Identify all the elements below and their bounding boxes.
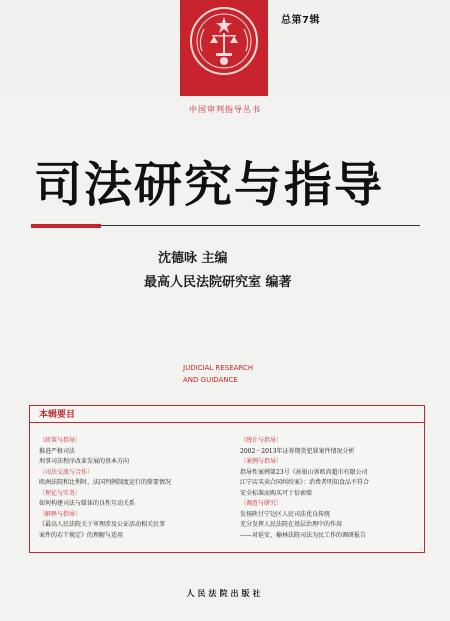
title-accent-bar [31, 224, 101, 228]
title-rule [101, 225, 420, 226]
contents-item: 如何构建司法与媒体的良性互动关系 [39, 500, 136, 507]
author-org-line: 最高人民法院研究室 编著 [144, 275, 292, 290]
contents-title: 本辑要目 [39, 410, 76, 420]
contents-item: 指导性案例第23号《孙银山诉欧尚超市有限公司 [240, 468, 368, 476]
contents-item: 推进严格司法 [39, 447, 76, 455]
contents-divider [30, 422, 424, 423]
contents-item: 刑事司法程序改革发展的基本方向 [39, 458, 130, 465]
contents-left-column [39, 436, 229, 541]
contents-item: 《最高人民法院关于审理涉及公证活动相关民事 [39, 521, 166, 528]
english-title-line: JUDICIAL RESEARCH [183, 364, 254, 372]
contents-box [29, 405, 425, 553]
contents-header [30, 406, 424, 419]
contents-item: 发扬陕甘宁边区人民司法优良传统 [240, 510, 331, 518]
editor-line: 沈德咏 主编 [158, 251, 228, 266]
english-title-line: AND GUIDANCE [183, 376, 238, 384]
contents-item: ——对延安、榆林法院司法为民工作的调研报告 [240, 531, 367, 539]
book-title: 司法研究与指导 [34, 157, 385, 213]
contents-item: 2002－2013年证券期货犯罪案件情况分析 [240, 447, 355, 455]
contents-item: 安全标准而购买可十倍索赔 [240, 489, 313, 497]
publisher-name: 人民法院出版社 [186, 588, 264, 598]
contents-section-heading: 〔解释与指导〕 [39, 510, 82, 518]
contents-item: 案件的若干规定》的理解与适用 [39, 531, 124, 539]
contents-section-heading: 〔调查与研究〕 [240, 500, 283, 507]
volume-label: 总第7辑 [281, 15, 320, 26]
contents-right-column [240, 436, 420, 541]
contents-section-heading: 〔统计与指导〕 [240, 437, 283, 444]
contents-section-heading: 〔案例与指导〕 [240, 458, 283, 465]
contents-item: 充分发挥人民法院在基层治理中的作用 [240, 521, 343, 528]
emblem-block [180, 0, 268, 96]
court-emblem-icon [188, 5, 260, 77]
contents-item: 江宁店买卖合同纠纷案》：消费者明知食品不符合 [240, 479, 370, 486]
contents-section-heading: 〔政策与指导〕 [39, 437, 82, 444]
contents-section-heading: 〔理论与实务〕 [39, 489, 82, 497]
contents-section-heading: 〔司法交流与合作〕 [39, 468, 94, 476]
contents-item: 欧洲法院和比利时、法国判例制度运行的简要情况 [39, 479, 172, 486]
series-name: 中国审判指导丛书 [189, 105, 261, 114]
english-title [183, 362, 253, 386]
